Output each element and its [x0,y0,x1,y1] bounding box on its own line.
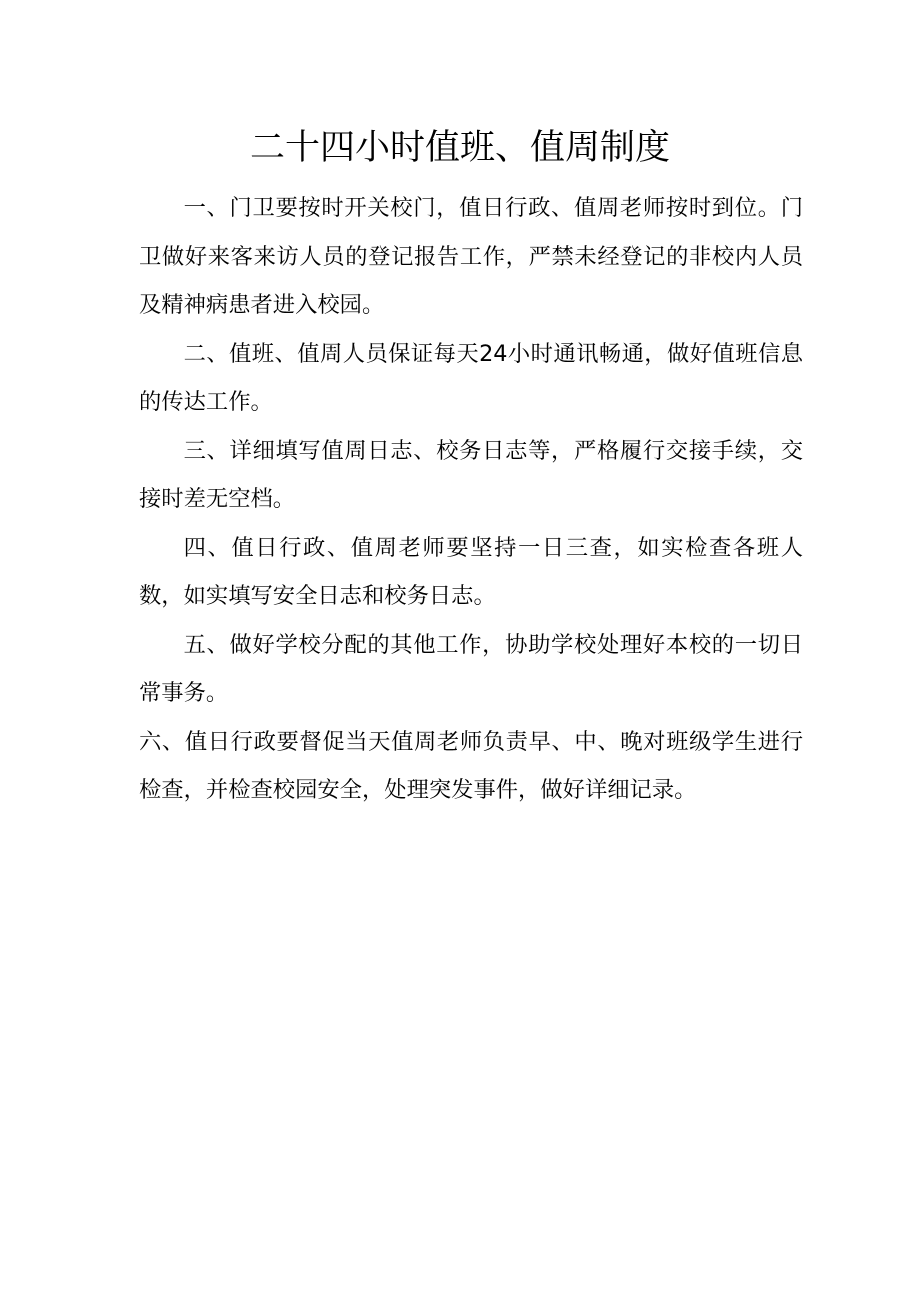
document-body [139,184,803,815]
paragraph-3: 三、详细填写值周日志、校务日志等，严格履行交接手续，交接时差无空档。 [139,437,803,512]
paragraph-6: 六、值日行政要督促当天值周老师负责早、中、晚对班级学生进行检查，并检查校园安全，处理突发事件，做好详细记录。 [139,728,803,803]
document-title: 二十四小时值班、值周制度 [249,128,670,168]
paragraph-1: 一、门卫要按时开关校门，值日行政、值周老师按时到位。门卫做好来客来访人员的登记报告工作，严禁未经登记的非校内人员及精神病患者进入校园。 [139,195,803,318]
paragraph-5: 五、做好学校分配的其他工作，协助学校处理好本校的一切日常事务。 [139,631,803,706]
paragraph-4: 四、值日行政、值周老师要坚持一日三查，如实检查各班人数，如实填写安全日志和校务日志。 [139,534,803,609]
paragraph-2: 二、值班、值周人员保证每天24小时通讯畅通，做好值班信息的传达工作。 [139,340,803,415]
